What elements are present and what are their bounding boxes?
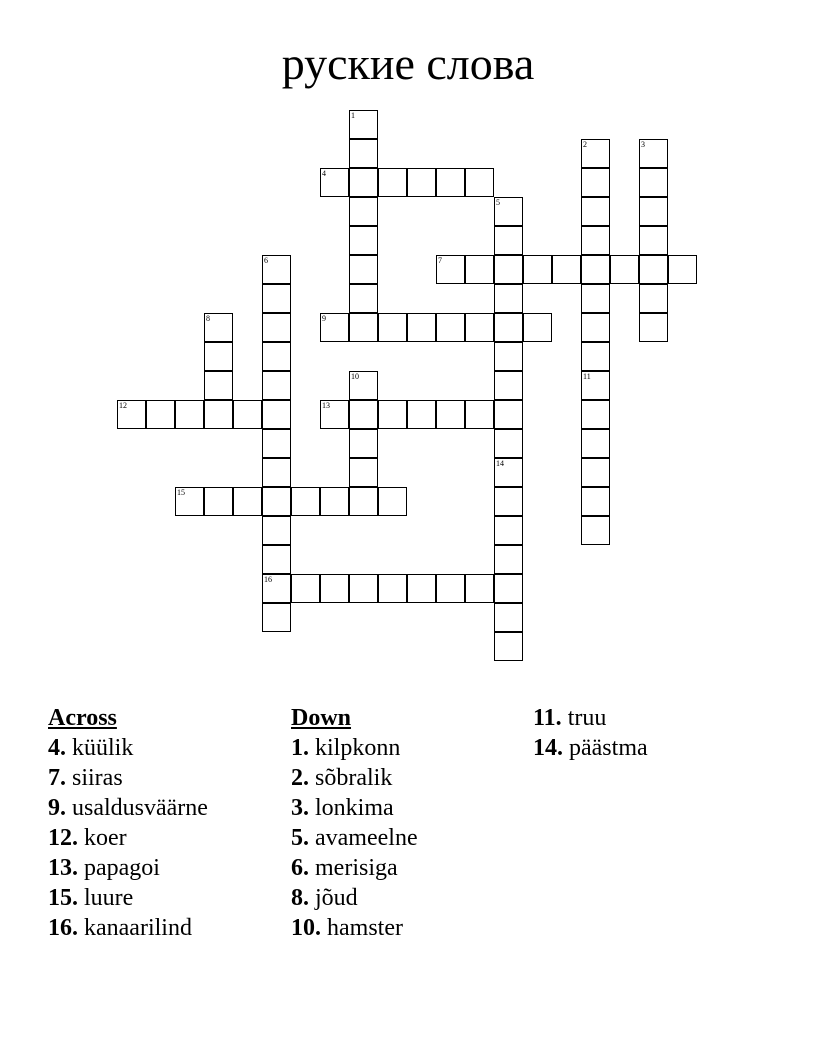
grid-cell[interactable] <box>581 313 610 342</box>
clue-item <box>291 823 418 853</box>
grid-cell[interactable] <box>465 400 494 429</box>
clue-item <box>48 823 208 853</box>
clue-item <box>291 763 418 793</box>
grid-cell[interactable] <box>378 574 407 603</box>
grid-cell[interactable] <box>581 400 610 429</box>
grid-cell[interactable] <box>639 284 668 313</box>
grid-cell[interactable] <box>262 429 291 458</box>
clue-item-text: lonkima <box>309 795 394 821</box>
grid-cell[interactable] <box>436 255 465 284</box>
grid-cell[interactable] <box>639 313 668 342</box>
clue-item <box>291 853 418 883</box>
grid-cell[interactable] <box>639 226 668 255</box>
grid-cell[interactable] <box>494 516 523 545</box>
grid-cell[interactable] <box>204 342 233 371</box>
grid-cell[interactable] <box>494 400 523 429</box>
grid-cell[interactable] <box>349 255 378 284</box>
grid-cell[interactable] <box>262 516 291 545</box>
grid-cell[interactable] <box>494 226 523 255</box>
clue-number: 1 <box>351 111 355 120</box>
grid-cell[interactable] <box>175 487 204 516</box>
clue-item-text: usaldusväärne <box>66 795 208 821</box>
grid-cell[interactable] <box>349 313 378 342</box>
clue-number: 13 <box>322 401 330 410</box>
grid-cell[interactable] <box>436 168 465 197</box>
grid-cell[interactable] <box>581 226 610 255</box>
grid-cell[interactable] <box>291 574 320 603</box>
grid-cell[interactable] <box>494 574 523 603</box>
grid-cell[interactable] <box>233 487 262 516</box>
grid-cell[interactable] <box>494 458 523 487</box>
grid-cell[interactable] <box>436 574 465 603</box>
grid-cell[interactable] <box>494 603 523 632</box>
clue-number: 15 <box>177 488 185 497</box>
clue-item <box>291 733 418 763</box>
down-heading: Down <box>291 705 352 731</box>
clue-item-number: 6. <box>291 855 309 881</box>
grid-cell[interactable] <box>262 342 291 371</box>
clue-item-number: 7. <box>48 765 66 791</box>
grid-cell[interactable] <box>639 197 668 226</box>
clue-item-text: päästma <box>563 735 648 761</box>
grid-cell[interactable] <box>465 313 494 342</box>
grid-cell[interactable] <box>349 197 378 226</box>
clue-item-number: 9. <box>48 795 66 821</box>
clue-item-text: hamster <box>321 915 403 941</box>
clue-item-text: sõbralik <box>309 765 393 791</box>
grid-cell[interactable] <box>349 400 378 429</box>
grid-cell[interactable] <box>320 313 349 342</box>
grid-cell[interactable] <box>349 487 378 516</box>
clue-item-text: merisiga <box>309 855 398 881</box>
clue-item-number: 12. <box>48 825 78 851</box>
clue-item-number: 11. <box>533 705 562 731</box>
grid-cell[interactable] <box>233 400 262 429</box>
clue-item-text: papagoi <box>78 855 160 881</box>
grid-cell[interactable] <box>523 255 552 284</box>
grid-cell[interactable] <box>262 371 291 400</box>
clue-item-number: 1. <box>291 735 309 761</box>
clue-number: 8 <box>206 314 210 323</box>
clue-number: 14 <box>496 459 504 468</box>
grid-cell[interactable] <box>320 487 349 516</box>
grid-cell[interactable] <box>465 574 494 603</box>
down-clues-continued <box>533 703 648 763</box>
grid-cell[interactable] <box>494 342 523 371</box>
grid-cell[interactable] <box>262 255 291 284</box>
clue-number: 9 <box>322 314 326 323</box>
clue-item-number: 4. <box>48 735 66 761</box>
across-clues <box>48 703 208 943</box>
grid-cell[interactable] <box>262 603 291 632</box>
clue-item-number: 8. <box>291 885 309 911</box>
grid-cell[interactable] <box>581 429 610 458</box>
clue-number: 10 <box>351 372 359 381</box>
clue-item-number: 10. <box>291 915 321 941</box>
clue-item-text: jõud <box>309 885 358 911</box>
clue-item-text: avameelne <box>309 825 418 851</box>
grid-cell[interactable] <box>407 313 436 342</box>
clue-number: 7 <box>438 256 442 265</box>
grid-cell[interactable] <box>494 545 523 574</box>
grid-cell[interactable] <box>320 574 349 603</box>
clue-item <box>291 913 418 943</box>
grid-cell[interactable] <box>407 400 436 429</box>
clue-number: 11 <box>583 372 591 381</box>
grid-cell[interactable] <box>581 139 610 168</box>
grid-cell[interactable] <box>349 458 378 487</box>
page-title: руские слова <box>281 38 535 89</box>
grid-cell[interactable] <box>581 458 610 487</box>
grid-cell[interactable] <box>436 313 465 342</box>
clue-number: 6 <box>264 256 268 265</box>
grid-cell[interactable] <box>349 371 378 400</box>
grid-cell[interactable] <box>668 255 697 284</box>
grid-cell[interactable] <box>581 255 610 284</box>
grid-cell[interactable] <box>581 516 610 545</box>
grid-cell[interactable] <box>117 400 146 429</box>
grid-cell[interactable] <box>262 400 291 429</box>
clue-number: 5 <box>496 198 500 207</box>
grid-cell[interactable] <box>494 429 523 458</box>
clue-item <box>533 733 648 763</box>
grid-cell[interactable] <box>378 313 407 342</box>
grid-cell[interactable] <box>320 400 349 429</box>
grid-cell[interactable] <box>494 371 523 400</box>
clue-number: 2 <box>583 140 587 149</box>
clue-item-text: luure <box>78 885 134 911</box>
grid-cell[interactable] <box>291 487 320 516</box>
clue-item-text: truu <box>561 705 607 731</box>
clue-item-number: 13. <box>48 855 78 881</box>
grid-cell[interactable] <box>610 255 639 284</box>
grid-cell[interactable] <box>349 574 378 603</box>
grid-cell[interactable] <box>349 110 378 139</box>
clue-number: 12 <box>119 401 127 410</box>
clue-item-number: 3. <box>291 795 309 821</box>
grid-cell[interactable] <box>204 400 233 429</box>
clue-item <box>533 703 648 733</box>
clue-item <box>48 763 208 793</box>
grid-cell[interactable] <box>349 284 378 313</box>
grid-cell[interactable] <box>465 168 494 197</box>
clue-item-text: kilpkonn <box>309 735 401 761</box>
grid-cell[interactable] <box>262 487 291 516</box>
grid-cell[interactable] <box>407 574 436 603</box>
grid-cell[interactable] <box>494 284 523 313</box>
grid-cell[interactable] <box>349 168 378 197</box>
grid-cell[interactable] <box>494 255 523 284</box>
clue-item <box>48 733 208 763</box>
grid-cell[interactable] <box>465 255 494 284</box>
grid-cell[interactable] <box>407 168 436 197</box>
grid-cell[interactable] <box>349 429 378 458</box>
grid-cell[interactable] <box>523 313 552 342</box>
grid-cell[interactable] <box>146 400 175 429</box>
grid-cell[interactable] <box>639 168 668 197</box>
clue-number: 16 <box>264 575 272 584</box>
clue-number: 3 <box>641 140 645 149</box>
clue-item <box>48 853 208 883</box>
across-heading: Across <box>48 705 117 731</box>
clue-item <box>291 883 418 913</box>
grid-cell[interactable] <box>349 226 378 255</box>
grid-cell[interactable] <box>581 487 610 516</box>
clue-item-number: 14. <box>533 735 563 761</box>
grid-cell[interactable] <box>436 400 465 429</box>
clue-item <box>48 883 208 913</box>
grid-cell[interactable] <box>204 313 233 342</box>
grid-cell[interactable] <box>581 371 610 400</box>
clue-item-text: kanaarilind <box>78 915 192 941</box>
clue-item <box>291 793 418 823</box>
grid-cell[interactable] <box>378 487 407 516</box>
grid-cell[interactable] <box>581 284 610 313</box>
grid-cell[interactable] <box>349 139 378 168</box>
grid-cell[interactable] <box>320 168 349 197</box>
grid-cell[interactable] <box>552 255 581 284</box>
down-clues <box>291 703 418 943</box>
grid-cell[interactable] <box>262 313 291 342</box>
grid-cell[interactable] <box>262 545 291 574</box>
grid-cell[interactable] <box>378 168 407 197</box>
grid-cell[interactable] <box>378 400 407 429</box>
grid-cell[interactable] <box>494 632 523 661</box>
clue-item-text: siiras <box>66 765 123 791</box>
grid-cell[interactable] <box>494 313 523 342</box>
grid-cell[interactable] <box>204 487 233 516</box>
grid-cell[interactable] <box>262 284 291 313</box>
clue-number: 4 <box>322 169 326 178</box>
grid-cell[interactable] <box>175 400 204 429</box>
clue-item-number: 5. <box>291 825 309 851</box>
clue-item <box>48 793 208 823</box>
clue-item-text: koer <box>78 825 127 851</box>
grid-cell[interactable] <box>262 458 291 487</box>
grid-cell[interactable] <box>581 342 610 371</box>
grid-cell[interactable] <box>639 139 668 168</box>
grid-cell[interactable] <box>494 487 523 516</box>
clue-item-number: 16. <box>48 915 78 941</box>
clue-item-number: 15. <box>48 885 78 911</box>
grid-cell[interactable] <box>581 197 610 226</box>
grid-cell[interactable] <box>204 371 233 400</box>
grid-cell[interactable] <box>581 168 610 197</box>
clue-item <box>48 913 208 943</box>
grid-cell[interactable] <box>494 197 523 226</box>
grid-cell[interactable] <box>262 574 291 603</box>
clue-item-number: 2. <box>291 765 309 791</box>
grid-cell[interactable] <box>639 255 668 284</box>
clue-item-text: küülik <box>66 735 134 761</box>
